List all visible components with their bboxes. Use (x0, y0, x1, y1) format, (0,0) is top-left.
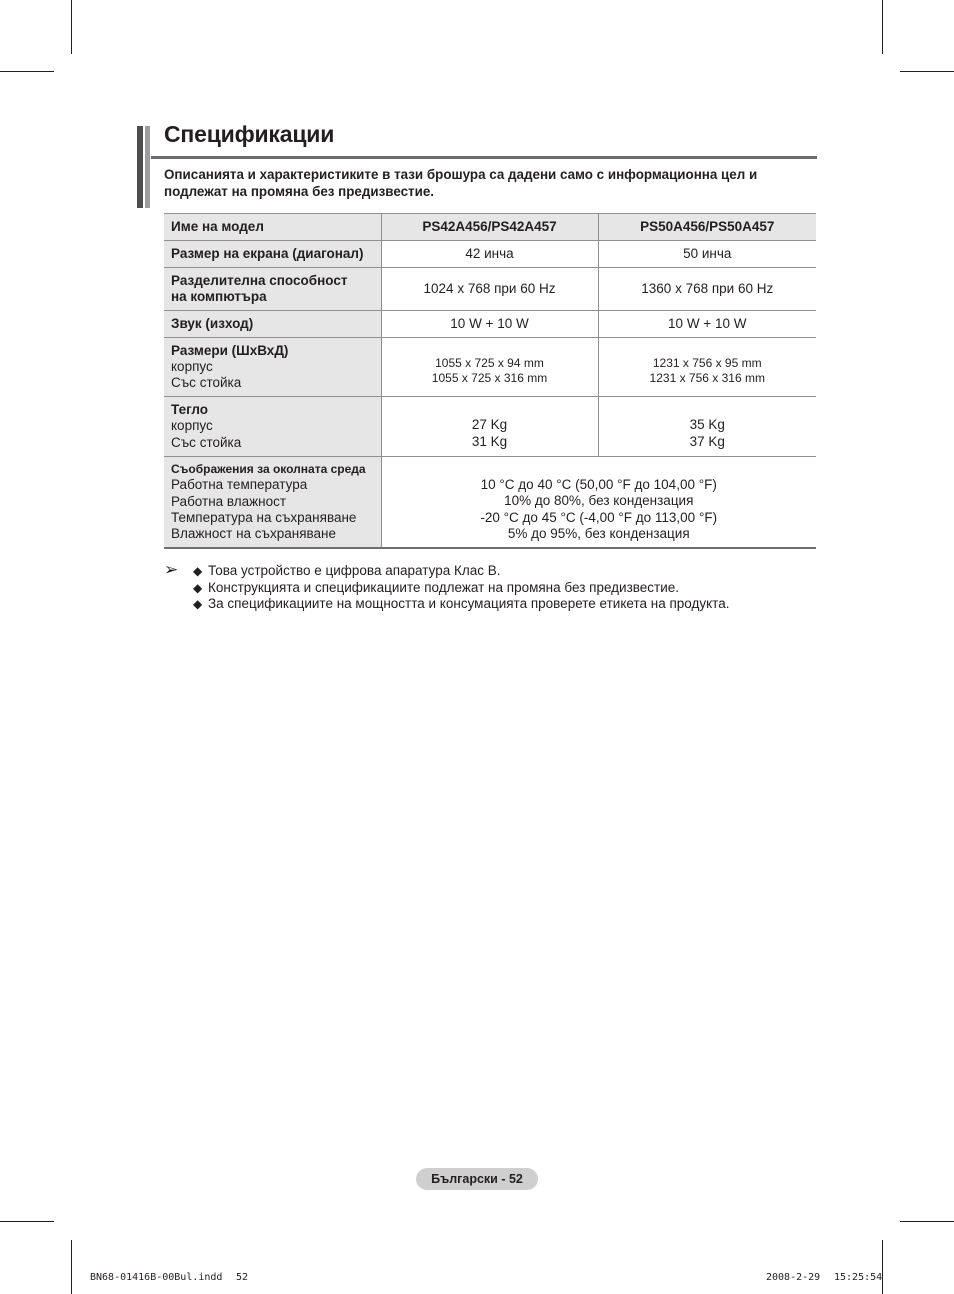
note-arrow-icon: ➢ (164, 560, 179, 579)
page-number-badge: Български - 52 (416, 1168, 538, 1190)
slug-date: 2008-2-29 (766, 1272, 821, 1283)
resolution-value-2: 1360 x 768 при 60 Hz (598, 268, 816, 311)
row-label-resolution: Разделителна способност на компютъра (164, 268, 381, 311)
table-row (164, 457, 816, 548)
screen-value-1: 42 инча (381, 241, 598, 268)
slug-time: 15:25:54 (834, 1272, 883, 1283)
sound-value-1: 10 W + 10 W (381, 311, 598, 338)
table-row (164, 241, 816, 268)
slug-page-number: 52 (236, 1272, 249, 1283)
slug-file-name: BN68-01416B-00Bul.indd (90, 1272, 223, 1283)
notes-section (164, 560, 730, 613)
row-label-screen: Размер на екрана (диагонал) (164, 241, 381, 268)
list-item: ◆ Конструкцията и спецификациите подлежат на промяна без предизвестие. (193, 579, 680, 595)
title-accent-bars (137, 126, 151, 208)
intro-text: Описанията и характеристиките в тази брошура са дадени само с информационна цел и подлежат на промяна без предизвестие. (164, 167, 758, 199)
table-row (164, 397, 816, 457)
header-model-1: PS42A456/PS42A457 (381, 214, 598, 241)
sound-value-2: 10 W + 10 W (598, 311, 816, 338)
spec-table (164, 213, 816, 549)
list-item: ◆ За спецификациите на мощността и консумацията проверете етикета на продукта. (193, 596, 730, 611)
crop-mark (900, 71, 954, 72)
page-title: Спецификации (164, 121, 335, 147)
table-row (164, 268, 816, 311)
crop-mark (882, 0, 883, 54)
table-row (164, 338, 816, 397)
table-header-row (164, 214, 816, 241)
header-label: Име на модел (164, 214, 381, 241)
diamond-bullet-icon: ◆ (193, 597, 203, 611)
resolution-value-1: 1024 x 768 при 60 Hz (381, 268, 598, 311)
crop-mark (0, 1221, 54, 1222)
row-label-sound: Звук (изход) (164, 311, 381, 338)
title-rule (151, 156, 817, 159)
crop-mark (71, 0, 72, 54)
weight-value-2: 35 Kg 37 Kg (598, 397, 816, 457)
row-label-environment: Съображения за околната среда Работна температура Работна влажност Температура на съхраняване Влажност на съхраняване (164, 457, 381, 548)
crop-mark (71, 1240, 72, 1294)
screen-value-2: 50 инча (598, 241, 816, 268)
row-label-dimensions: Размери (ШхВхД) корпус Със стойка (164, 338, 381, 397)
list-item: ◆ Това устройство е цифрова апаратура Клас B. (193, 563, 501, 578)
row-label-weight: Тегло корпус Със стойка (164, 397, 381, 457)
diamond-bullet-icon: ◆ (193, 580, 203, 595)
table-row (164, 311, 816, 338)
weight-value-1: 27 Kg 31 Kg (381, 397, 598, 457)
dimensions-value-1: 1055 x 725 x 94 mm 1055 x 725 x 316 mm (381, 338, 598, 397)
crop-mark (900, 1221, 954, 1222)
dimensions-value-2: 1231 x 756 x 95 mm 1231 x 756 x 316 mm (598, 338, 816, 397)
header-model-2: PS50A456/PS50A457 (598, 214, 816, 241)
crop-mark (882, 1240, 883, 1294)
crop-mark (0, 71, 54, 72)
diamond-bullet-icon: ◆ (193, 564, 203, 578)
environment-values: 10 °C до 40 °C (50,00 °F до 104,00 °F) 10% до 80%, без кондензация -20 °C до 45 °C (-4,00 °F до 113,00 °F) 5% до 95%, без кондензация (381, 457, 816, 548)
